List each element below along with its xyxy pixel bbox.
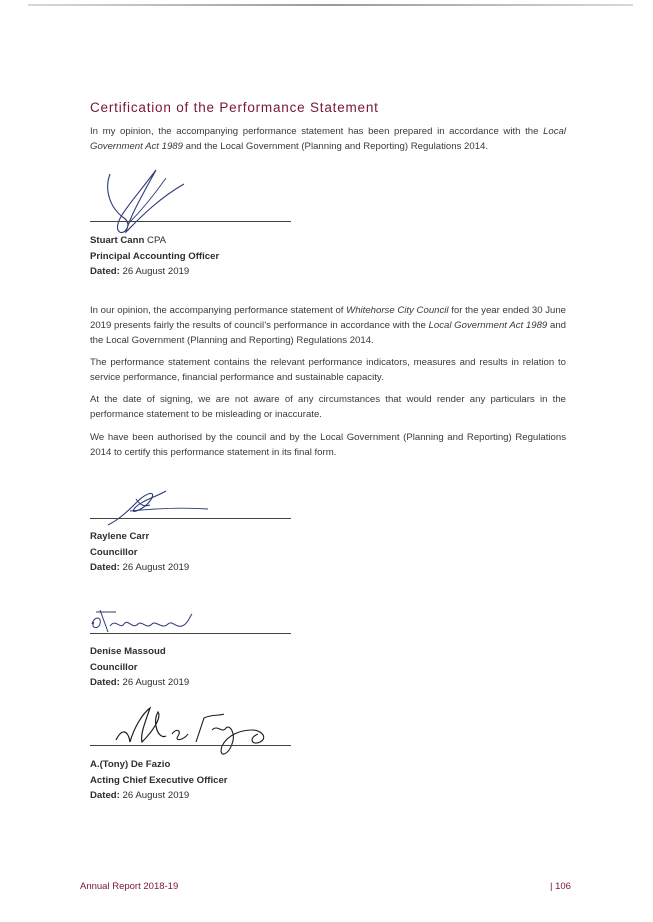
signature-raylene-carr bbox=[100, 485, 220, 533]
signatory-block bbox=[90, 529, 189, 576]
signature-line bbox=[90, 221, 291, 222]
signatory-name: Raylene Carr bbox=[90, 531, 150, 542]
signature-line bbox=[90, 633, 291, 634]
signature-line bbox=[90, 518, 291, 519]
signatory-block bbox=[90, 233, 219, 280]
page-title: Certification of the Performance Statement bbox=[90, 100, 379, 115]
signatory-date: Dated: 26 August 2019 bbox=[90, 790, 190, 801]
authorisation-paragraph: We have been authorised by the council and by the Local Government (Planning and Reporting) Regulations 2014 to certify this performance statement in its final form. bbox=[90, 432, 566, 458]
signatory-date: Dated: 26 August 2019 bbox=[90, 266, 190, 277]
signature-stuart-cann bbox=[100, 162, 200, 244]
signing-paragraph: At the date of signing, we are not aware of any circumstances that would render any particulars in the performance statement to be misleading or inaccurate. bbox=[90, 394, 566, 420]
opinion-paragraph-1: In my opinion, the accompanying performance statement has been prepared in accordance with the Local Government Act 1989 and the Local Government (Planning and Reporting) Regulations 2014. bbox=[90, 126, 566, 152]
footer-page-number: | 106 bbox=[550, 881, 571, 892]
signatory-title: Principal Accounting Officer bbox=[90, 250, 220, 262]
signatory-title: Councillor bbox=[90, 546, 138, 558]
signatory-name-line: Stuart Cann CPA bbox=[90, 235, 167, 246]
signature-denise-massoud bbox=[86, 604, 206, 640]
top-rule bbox=[28, 4, 633, 6]
performance-paragraph: The performance statement contains the relevant performance indicators, measures and results in relation to service performance, financial performance and sustainable capacity. bbox=[90, 357, 566, 383]
signatory-name: Denise Massoud bbox=[90, 646, 166, 657]
signatory-block bbox=[90, 644, 189, 691]
signatory-date: Dated: 26 August 2019 bbox=[90, 562, 190, 573]
signatory-block bbox=[90, 757, 228, 804]
footer-report-title: Annual Report 2018-19 bbox=[80, 881, 179, 892]
signatory-name: A.(Tony) De Fazio bbox=[90, 759, 171, 770]
signature-tony-de-fazio bbox=[112, 700, 272, 762]
signatory-title: Acting Chief Executive Officer bbox=[90, 774, 228, 786]
signature-line bbox=[90, 745, 291, 746]
signatory-title: Councillor bbox=[90, 661, 138, 673]
opinion-paragraph-2: In our opinion, the accompanying performance statement of Whitehorse City Council for the year ended 30 June 2019 presents fairly the results of council’s performance in accordance with the Local Government Act 1989 and the Local Government (Planning and Reporting) Regulations 2014. bbox=[90, 305, 567, 346]
signatory-date: Dated: 26 August 2019 bbox=[90, 677, 190, 688]
signatory-name: Stuart Cann bbox=[90, 235, 145, 246]
